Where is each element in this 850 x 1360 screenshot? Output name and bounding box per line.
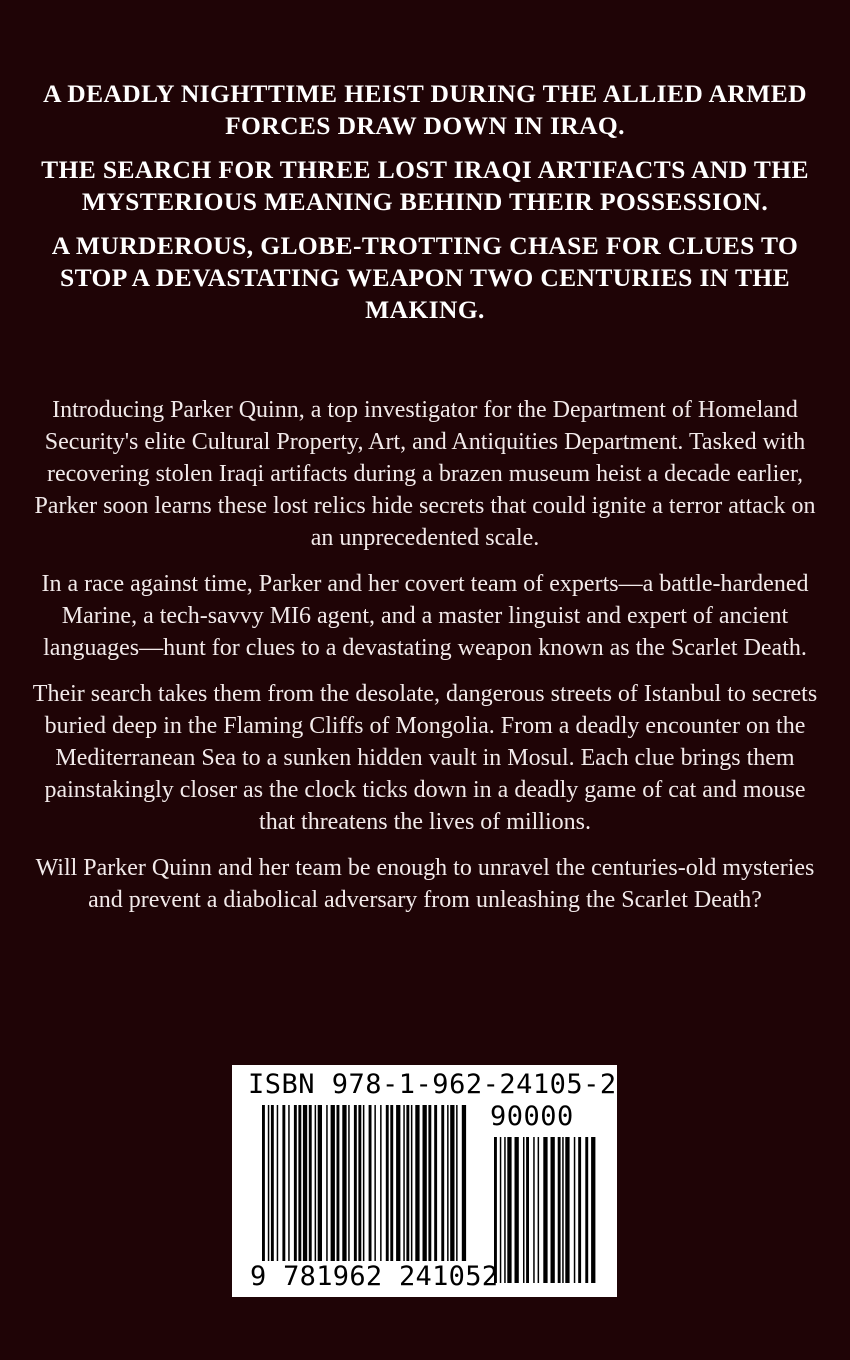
barcode-bar: [358, 1105, 361, 1261]
barcode-bar: [406, 1105, 409, 1261]
barcode-bar: [504, 1137, 506, 1283]
barcode-bar: [403, 1105, 405, 1261]
isbn-barcode: [232, 1065, 617, 1297]
barcode-bar: [411, 1105, 413, 1261]
barcode-bar: [374, 1105, 376, 1261]
barcode-bar: [533, 1137, 535, 1283]
barcode-bar: [298, 1105, 301, 1261]
barcode-bar: [585, 1137, 588, 1283]
barcode-bar: [354, 1105, 357, 1261]
barcode-bar: [363, 1105, 365, 1261]
barcode-bar: [318, 1105, 322, 1261]
barcode-bar: [271, 1105, 274, 1261]
tagline-block: [40, 78, 810, 338]
barcode-bar: [441, 1105, 444, 1261]
barcode-bar: [326, 1105, 328, 1261]
synopsis-paragraph-2: In a race against time, Parker and her covert team of experts—a battle-hardened Marine, a tech-savvy MI6 agent, and a master linguist and expert of ancient languages—hunt for clues to a devastating weapon known as the Scarlet Death.: [41, 571, 809, 661]
price-code: 90000: [490, 1101, 574, 1132]
barcode-bar: [288, 1105, 290, 1261]
barcode-bar: [337, 1105, 340, 1261]
barcode-bar: [277, 1105, 279, 1261]
barcode-bar: [428, 1105, 431, 1261]
tagline-1: A DEADLY NIGHTTIME HEIST DURING THE ALLIED ARMED FORCES DRAW DOWN IN IRAQ.: [43, 79, 807, 140]
barcode-bar: [456, 1105, 458, 1261]
barcode-bar: [380, 1105, 382, 1261]
barcode-bar: [507, 1137, 511, 1283]
ean-bar-group: [262, 1105, 466, 1261]
barcode-bar: [515, 1137, 519, 1283]
barcode-bar: [282, 1105, 285, 1261]
barcode-bar: [562, 1137, 564, 1283]
barcode-bar: [450, 1105, 454, 1261]
barcode-bar: [390, 1105, 393, 1261]
barcode-bar: [578, 1137, 581, 1283]
barcode-bar: [526, 1137, 529, 1283]
barcode-bar: [262, 1105, 265, 1261]
barcode-bar: [268, 1105, 270, 1261]
barcode-bar: [303, 1105, 307, 1261]
barcode-bar: [500, 1137, 502, 1283]
barcode-bar: [342, 1105, 346, 1261]
barcode-bar: [386, 1105, 389, 1261]
barcode-bar: [558, 1137, 561, 1283]
barcode-bar: [551, 1137, 555, 1283]
barcode-bar: [447, 1105, 449, 1261]
barcode-bar: [331, 1105, 335, 1261]
addon-bar-group: [494, 1137, 595, 1283]
barcode-bar: [294, 1105, 297, 1261]
barcode-bar: [423, 1105, 427, 1261]
barcode-bar: [591, 1137, 595, 1283]
barcode-bar: [396, 1105, 400, 1261]
barcode-bar: [434, 1105, 437, 1261]
synopsis-paragraph-3: Their search takes them from the desolate, dangerous streets of Istanbul to secrets buried deep in the Flaming Cliffs of Mongolia. From a deadly encounter on the Mediterranean Sea to a sunken hidden vault in Mosul. Each clue brings them painstakingly closer as the clock ticks down in a deadly game of cat and mouse that threatens the lives of millions.: [32, 681, 818, 835]
synopsis-paragraph-4: Will Parker Quinn and her team be enough to unravel the centuries-old mysteries and prevent a diabolical adversary from unleashing the Scarlet Death?: [35, 855, 815, 913]
barcode-bar: [523, 1137, 525, 1283]
synopsis: [30, 394, 820, 930]
barcode-bar: [309, 1105, 312, 1261]
barcode-bar: [462, 1105, 466, 1261]
tagline-3: A MURDEROUS, GLOBE-TROTTING CHASE FOR CLUES TO STOP A DEVASTATING WEAPON TWO CENTURIES IN THE MAKING.: [51, 231, 799, 324]
barcode-bar: [369, 1105, 372, 1261]
barcode-bar: [543, 1137, 547, 1283]
barcode-bar: [574, 1137, 576, 1283]
barcode-bar: [348, 1105, 350, 1261]
barcode-bar: [315, 1105, 317, 1261]
synopsis-paragraph-1: Introducing Parker Quinn, a top investigator for the Department of Homeland Security's elite Cultural Property, Art, and Antiquities Department. Tasked with recovering stolen Iraqi artifacts during a brazen museum heist a decade earlier, Parker soon learns these lost relics hide secrets that could ignite a terror attack on an unprecedented scale.: [34, 397, 816, 551]
barcode-bar: [565, 1137, 569, 1283]
ean-digits: 9 781962 241052: [250, 1261, 499, 1292]
isbn-label: ISBN 978-1-962-24105-2: [248, 1069, 617, 1100]
barcode-bar: [415, 1105, 419, 1261]
barcode-bar: [538, 1137, 540, 1283]
tagline-2: THE SEARCH FOR THREE LOST IRAQI ARTIFACTS AND THE MYSTERIOUS MEANING BEHIND THEIR POSSESSION.: [41, 155, 809, 216]
